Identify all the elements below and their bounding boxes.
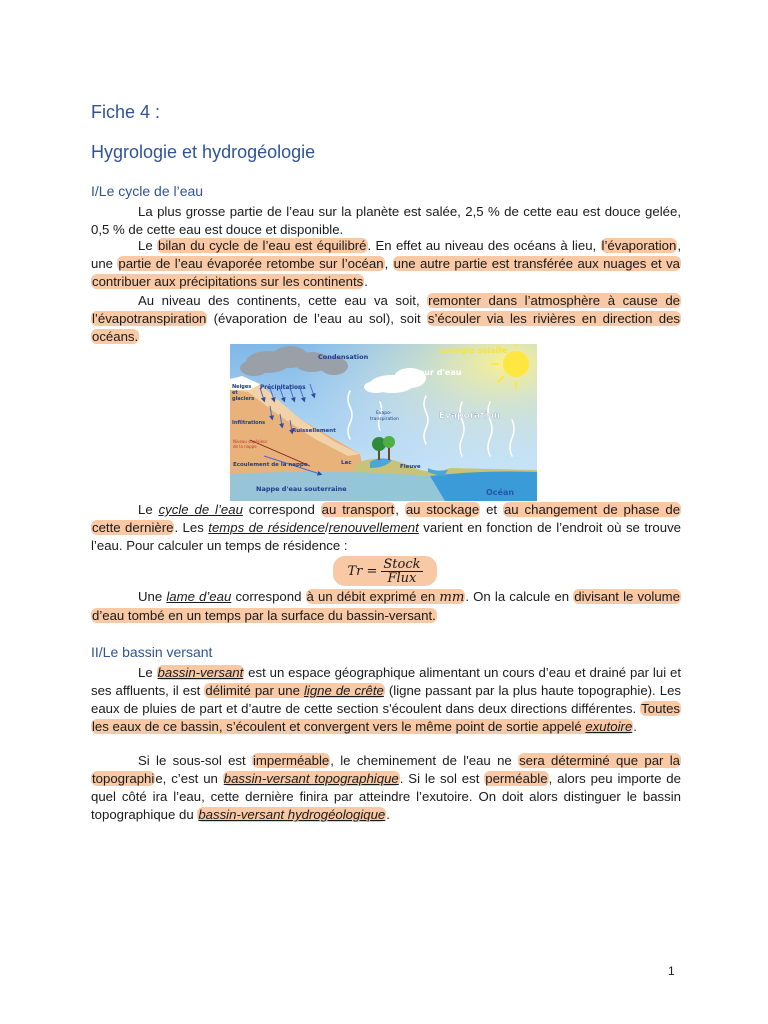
- svg-text:Lac: Lac: [341, 460, 352, 466]
- svg-text:Ecoulement de la nappe: Ecoulement de la nappe: [233, 462, 308, 468]
- fiche-number: Fiche 4 :: [91, 102, 161, 122]
- svg-text:Infiltrations: Infiltrations: [232, 420, 266, 426]
- svg-text:Evapo-: Evapo-: [376, 411, 392, 416]
- svg-text:de la nappe: de la nappe: [233, 444, 257, 449]
- highlight: s’écouler via les rivières en direction des océans.: [92, 311, 680, 344]
- key-term: ligne de crête: [303, 683, 384, 698]
- svg-text:Condensation: Condensation: [318, 353, 369, 361]
- highlight: l’évaporation: [601, 238, 677, 253]
- highlight: à un débit exprimé en mm: [306, 589, 465, 605]
- section-2-heading: II/Le bassin versant: [91, 644, 213, 660]
- svg-text:Vapeur d'eau: Vapeur d'eau: [402, 368, 462, 377]
- highlight: sera déterminé que par la topographi: [92, 753, 681, 786]
- highlight: perméable: [485, 771, 548, 786]
- svg-text:Evaporation: Evaporation: [439, 411, 501, 421]
- svg-text:et: et: [232, 390, 238, 396]
- highlight: partie de l’eau évaporée retombe sur l’océan: [118, 256, 384, 271]
- section-2-paragraph-1: Le bassin-versant est un espace géographique alimentant un cours d’eau et drainé par lui et ses affluents, il est délimité par une ligne de crête (ligne passant par la plus haute topographie). Les eaux de pluies de part et d’autre de cette section s'écoulent dans deux directions différentes. Toutes les eaux de ce bassin, s’écoulent et convergent vers le même point de sortie appelé exutoire.: [91, 665, 681, 734]
- section-1-paragraph-3: Au niveau des continents, cette eau va soit, remonter dans l’atmosphère à cause de l’évapotranspiration (évaporation de l’eau au sol), soit s’écouler via les rivières en direction des océans.: [92, 293, 680, 344]
- svg-text:Océan: Océan: [486, 488, 515, 497]
- highlight: Toutes les eaux de ce bassin, s’écoulent et convergent vers le même point de sortie appelé exutoire: [92, 701, 680, 734]
- key-term: temps de résidence: [208, 520, 325, 535]
- section-1-paragraph-2: Le bilan du cycle de l’eau est équilibré. En effet au niveau des océans à lieu, l’évaporation, une partie de l’eau évaporée retombe sur l’océan, une autre partie est transférée aux nuages et va contribuer aux précipitations sur les continents.: [91, 238, 681, 289]
- section-1-paragraph-5: Une lame d’eau correspond à un débit exprimé en mm. On la calcule en divisant le volume d’eau tombé en un temps par la surface du bassin-versant.: [92, 589, 680, 623]
- svg-text:Neiges: Neiges: [232, 384, 252, 390]
- svg-text:Niveau supérieur: Niveau supérieur: [233, 439, 268, 444]
- highlight: bilan du cycle de l’eau est équilibré: [158, 238, 367, 253]
- highlight: une autre partie est transférée aux nuages et va contribuer aux précipitations sur les continents: [92, 256, 681, 289]
- section-1-paragraph-4: Le cycle de l’eau correspond au transport, au stockage et au changement de phase de cette dernière. Les temps de résidence/renouvellement varient en fonction de l’endroit où se trouve l’eau. Pour calculer un temps de résidence :: [91, 502, 681, 553]
- svg-text:glaciers: glaciers: [232, 396, 255, 402]
- highlight: au stockage: [405, 502, 480, 517]
- key-term: bassin-versant: [157, 665, 244, 680]
- svg-text:Nappe d'eau souterraine: Nappe d'eau souterraine: [256, 485, 347, 493]
- formula-lhs: Tr =: [347, 563, 378, 579]
- section-1-paragraph-1: La plus grosse partie de l’eau sur la planète est salée, 2,5 % de cette eau est douce gelée, 0,5 % de cette eau est douce et disponible.: [91, 204, 681, 237]
- highlight: divisant le volume d’eau tombé en un temps par la surface du bassin-versant.: [92, 589, 680, 623]
- formula-numerator: Stock: [383, 556, 421, 572]
- key-term: cycle de l’eau: [158, 502, 243, 517]
- highlight: au transport: [321, 502, 395, 517]
- document-title: Hygrologie et hydrogéologie: [91, 142, 316, 162]
- unit: mm: [439, 590, 465, 605]
- highlight: au changement de phase de cette dernière: [92, 502, 681, 535]
- key-term: bassin-versant hydrogéologique: [198, 807, 386, 822]
- section-2-paragraph-2: Si le sous-sol est imperméable, le cheminement de l'eau ne sera déterminé que par la topographie, c’est un bassin-versant topographique. Si le sol est perméable, alors peu importe de quel côté ira l’eau, cette dernière finira par atteindre l’exutoire. On doit alors distinguer le bassin topographique du bassin-versant hydrogéologique.: [91, 753, 681, 822]
- page-number: 1: [668, 964, 675, 978]
- svg-text:Fleuve: Fleuve: [400, 464, 421, 470]
- svg-text:transpiration: transpiration: [370, 417, 399, 422]
- formula-fraction: [381, 558, 422, 585]
- residence-time-formula: [333, 556, 437, 586]
- highlight: imperméable: [253, 753, 330, 768]
- formula-denominator: Flux: [387, 570, 417, 586]
- highlight: remonter dans l’atmosphère à cause de l’évapotranspiration: [92, 293, 680, 326]
- section-1-heading: I/Le cycle de l’eau: [91, 183, 204, 199]
- highlight: délimité par une ligne de crête: [205, 683, 384, 698]
- water-cycle-diagram: [230, 344, 537, 501]
- key-term: renouvellement: [328, 520, 419, 535]
- svg-text:Energie solaire: Energie solaire: [440, 346, 508, 355]
- key-term: lame d’eau: [166, 589, 232, 604]
- key-term: exutoire: [585, 719, 633, 734]
- svg-text:Précipitations: Précipitations: [260, 385, 306, 391]
- key-term: bassin-versant topographique: [223, 771, 399, 786]
- svg-text:Ruissellement: Ruissellement: [292, 428, 336, 434]
